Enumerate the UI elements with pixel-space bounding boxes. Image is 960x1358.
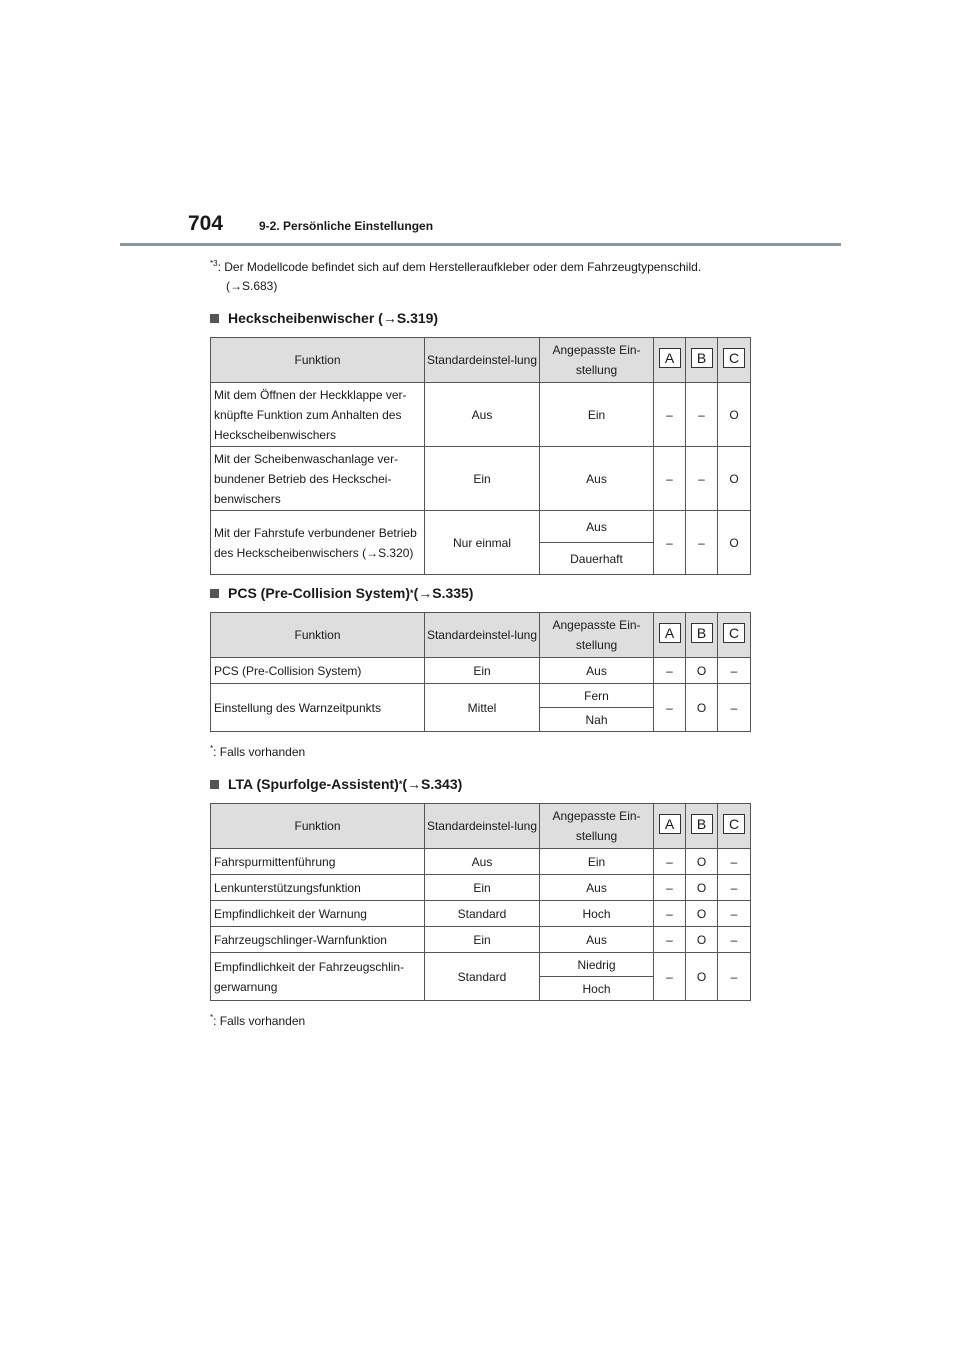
header-row <box>211 338 751 383</box>
section-title <box>210 583 750 603</box>
cell-model-a: – <box>654 447 686 511</box>
cell-standard: Standard <box>425 953 540 1001</box>
cell-funktion: Mit der Scheibenwaschanlage ver-bundener Betrieb des Heckschei-benwischers <box>211 447 425 511</box>
cell-funktion: Empfindlichkeit der Warnung <box>211 901 425 927</box>
footnote-mark: *3 <box>210 259 218 268</box>
cell-standard: Ein <box>425 875 540 901</box>
section-title-text: Heckscheibenwischer (→S.319) <box>228 310 439 326</box>
column-header-b <box>686 804 718 849</box>
column-header-b <box>686 613 718 658</box>
cell-angepasst: Fern <box>540 684 654 708</box>
table-row <box>211 684 751 708</box>
cell-standard: Aus <box>425 849 540 875</box>
table-row <box>211 383 751 447</box>
cell-model-b: O <box>686 658 718 684</box>
cell-angepasst: Aus <box>540 875 654 901</box>
cell-model-b: O <box>686 849 718 875</box>
footnote-text: : Der Modellcode befindet sich auf dem Herstelleraufkleber oder dem Fahrzeugtypenschild. <box>217 260 702 274</box>
model-letter-b: B <box>691 814 713 834</box>
cell-model-b: O <box>686 927 718 953</box>
column-header-c <box>718 338 751 383</box>
cell-funktion: Einstellung des Warnzeitpunkts <box>211 684 425 732</box>
section-title <box>210 774 750 794</box>
cell-standard: Ein <box>425 447 540 511</box>
footnote-text: : Falls vorhanden <box>213 745 306 759</box>
column-header-c <box>718 804 751 849</box>
cell-model-b: O <box>686 875 718 901</box>
cell-model-c: – <box>718 684 751 732</box>
column-header-a <box>654 804 686 849</box>
model-letter-c: C <box>723 814 745 834</box>
cell-model-c: O <box>718 447 751 511</box>
section-title-ref: (→S.343) <box>402 776 463 792</box>
cell-model-b: – <box>686 447 718 511</box>
cell-model-b: – <box>686 383 718 447</box>
cell-model-c: – <box>718 875 751 901</box>
cell-angepasst: Dauerhaft <box>540 543 654 575</box>
cell-model-c: – <box>718 901 751 927</box>
settings-table <box>210 612 751 732</box>
column-header-standard: Standardeinstel-lung <box>425 338 540 383</box>
cell-model-a: – <box>654 684 686 732</box>
cell-funktion: Lenkunterstützungsfunktion <box>211 875 425 901</box>
cell-angepasst: Ein <box>540 383 654 447</box>
cell-funktion: PCS (Pre-Collision System) <box>211 658 425 684</box>
footnote-mark: * <box>210 1013 214 1022</box>
header-row <box>211 613 751 658</box>
settings-table <box>210 803 751 1001</box>
cell-funktion: Mit dem Öffnen der Heckklappe ver-knüpfte Funktion zum Anhalten des Heckscheibenwischers <box>211 383 425 447</box>
cell-standard: Mittel <box>425 684 540 732</box>
cell-funktion: Fahrspurmittenführung <box>211 849 425 875</box>
cell-model-a: – <box>654 511 686 575</box>
table-row <box>211 447 751 511</box>
column-header-angepasst: Angepasste Ein-stellung <box>540 613 654 658</box>
section-title-ref: (→S.335) <box>413 585 474 601</box>
cell-standard: Nur einmal <box>425 511 540 575</box>
model-letter-c: C <box>723 348 745 368</box>
cell-model-c: – <box>718 658 751 684</box>
sections <box>210 308 750 1031</box>
cell-model-a: – <box>654 901 686 927</box>
cell-standard: Ein <box>425 658 540 684</box>
page-number: 704 <box>188 212 224 235</box>
footnote-ref: (→S.683) <box>226 279 278 293</box>
model-letter-a: A <box>659 814 681 834</box>
table-row <box>211 849 751 875</box>
falls-vorhanden-footnote <box>210 739 750 762</box>
cell-model-b: O <box>686 901 718 927</box>
table-row <box>211 875 751 901</box>
column-header-angepasst: Angepasste Ein-stellung <box>540 338 654 383</box>
cell-angepasst: Aus <box>540 658 654 684</box>
header-rule <box>120 243 841 246</box>
cell-model-c: O <box>718 383 751 447</box>
model-letter-a: A <box>659 623 681 643</box>
cell-angepasst: Aus <box>540 511 654 543</box>
cell-angepasst: Aus <box>540 447 654 511</box>
cell-angepasst: Hoch <box>540 977 654 1001</box>
cell-model-a: – <box>654 953 686 1001</box>
table-row <box>211 953 751 977</box>
cell-model-a: – <box>654 849 686 875</box>
falls-vorhanden-footnote <box>210 1008 750 1031</box>
cell-model-c: – <box>718 927 751 953</box>
column-header-b <box>686 338 718 383</box>
section-title-mark: * <box>398 779 403 789</box>
section-title-mark: * <box>410 588 414 598</box>
section-bullet <box>210 780 219 789</box>
cell-model-a: – <box>654 927 686 953</box>
cell-funktion: Empfindlichkeit der Fahrzeugschlin-gerwarnung <box>211 953 425 1001</box>
cell-model-b: – <box>686 511 718 575</box>
footnote-mark: * <box>210 744 214 753</box>
section-title <box>210 308 750 328</box>
cell-standard: Ein <box>425 927 540 953</box>
header-row <box>211 804 751 849</box>
table-row <box>211 511 751 543</box>
model-code-footnote <box>210 254 750 296</box>
cell-angepasst: Hoch <box>540 901 654 927</box>
cell-model-a: – <box>654 383 686 447</box>
cell-model-b: O <box>686 953 718 1001</box>
cell-angepasst: Nah <box>540 708 654 732</box>
model-letter-b: B <box>691 348 713 368</box>
column-header-a <box>654 338 686 383</box>
cell-model-a: – <box>654 658 686 684</box>
column-header-c <box>718 613 751 658</box>
cell-model-c: – <box>718 953 751 1001</box>
cell-standard: Aus <box>425 383 540 447</box>
section-bullet <box>210 589 219 598</box>
table-row <box>211 927 751 953</box>
cell-model-c: O <box>718 511 751 575</box>
cell-funktion: Mit der Fahrstufe verbundener Betrieb des Heckscheibenwischers (→S.320) <box>211 511 425 575</box>
cell-standard: Standard <box>425 901 540 927</box>
cell-model-a: – <box>654 875 686 901</box>
cell-model-c: – <box>718 849 751 875</box>
table-row <box>211 901 751 927</box>
chapter-title: 9-2. Persönliche Einstellungen <box>259 219 434 233</box>
column-header-a <box>654 613 686 658</box>
cell-angepasst: Niedrig <box>540 953 654 977</box>
table-row <box>211 658 751 684</box>
column-header-funktion: Funktion <box>211 613 425 658</box>
model-letter-c: C <box>723 623 745 643</box>
cell-angepasst: Aus <box>540 927 654 953</box>
page-content <box>210 254 750 1031</box>
cell-angepasst: Ein <box>540 849 654 875</box>
column-header-funktion: Funktion <box>211 338 425 383</box>
settings-table <box>210 337 751 575</box>
column-header-standard: Standardeinstel-lung <box>425 613 540 658</box>
section-title-text: LTA (Spurfolge-Assistent) <box>228 776 399 792</box>
model-letter-a: A <box>659 348 681 368</box>
column-header-funktion: Funktion <box>211 804 425 849</box>
section-title-text: PCS (Pre-Collision System) <box>228 585 411 601</box>
column-header-standard: Standardeinstel-lung <box>425 804 540 849</box>
cell-funktion: Fahrzeugschlinger-Warnfunktion <box>211 927 425 953</box>
cell-model-b: O <box>686 684 718 732</box>
model-letter-b: B <box>691 623 713 643</box>
footnote-text: : Falls vorhanden <box>213 1014 306 1028</box>
column-header-angepasst: Angepasste Ein-stellung <box>540 804 654 849</box>
section-bullet <box>210 314 219 323</box>
